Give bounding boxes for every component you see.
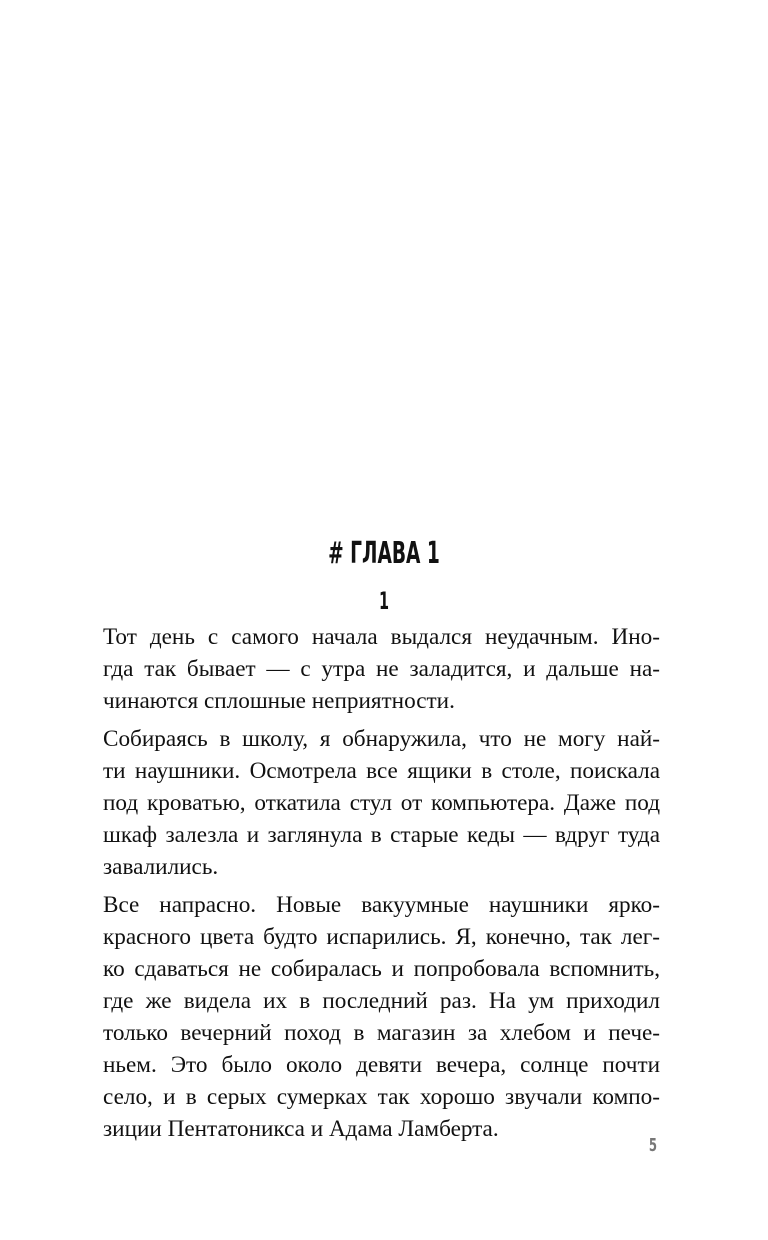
- text-line: чинаются сплошные неприятности.: [103, 688, 455, 714]
- text-line: ти наушники. Осмотрела все ящики в столе, поискала: [103, 758, 660, 784]
- text-line: ко сдаваться не собиралась и попробовала вспомнить,: [103, 956, 660, 982]
- text-line: ньем. Это было около девяти вечера, солнце почти: [103, 1052, 660, 1078]
- paragraph-3: [103, 889, 660, 1145]
- text-line: только вечерний поход в магазин за хлебом и пече-: [103, 1020, 660, 1046]
- paragraph-2: [103, 723, 660, 883]
- page-number: 5: [648, 1135, 658, 1156]
- text-line: под кроватью, откатила стул от компьютера. Даже под: [103, 790, 660, 816]
- text-line: Тот день с самого начала выдался неудачным. Ино-: [103, 624, 660, 650]
- text-line: гда так бывает — с утра не заладится, и дальше на-: [103, 656, 660, 682]
- paragraph-1: [103, 621, 660, 717]
- text-line: красного цвета будто испарились. Я, конечно, так лег-: [103, 924, 660, 950]
- text-line: село, и в серых сумерках так хорошо звучали компо-: [103, 1084, 660, 1110]
- body-text: [103, 621, 660, 1151]
- chapter-title: # ГЛАВА 1: [328, 536, 440, 571]
- text-line: Собираясь в школу, я обнаружила, что не могу най-: [103, 726, 660, 752]
- text-line: шкаф залезла и заглянула в старые кеды — вдруг туда: [103, 822, 660, 848]
- text-line: завалились.: [103, 854, 219, 880]
- text-line: зиции Пентатоникса и Адама Ламберта.: [103, 1116, 499, 1142]
- text-line: Все напрасно. Новые вакуумные наушники ярко-: [103, 892, 660, 918]
- text-line: где же видела их в последний раз. На ум приходил: [103, 988, 660, 1014]
- section-number: 1: [378, 587, 390, 615]
